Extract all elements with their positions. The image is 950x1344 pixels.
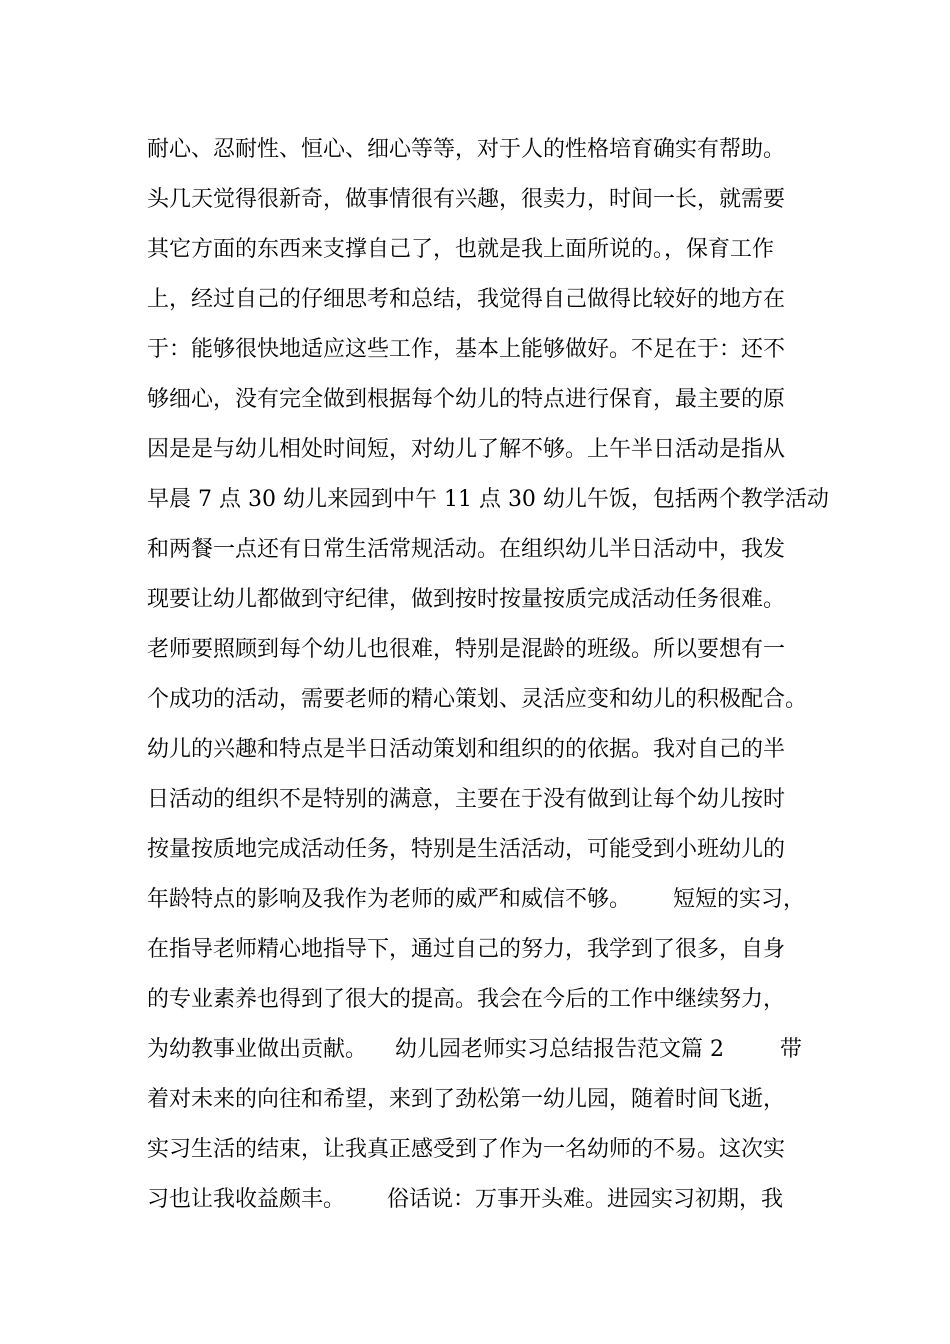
text-line: 因是是与幼儿相处时间短，对幼儿了解不够。上午半日活动是指从 bbox=[147, 437, 786, 462]
text-line: 个成功的活动，需要老师的精心策划、灵活应变和幼儿的积极配合。 bbox=[147, 687, 808, 712]
text-line: 其它方面的东西来支撑自己了，也就是我上面所说的。，保育工作 bbox=[147, 237, 775, 262]
text-line: 头几天觉得很新奇，做事情很有兴趣，很卖力，时间一长，就需要 bbox=[147, 187, 786, 212]
text-line: 耐心、忍耐性、恒心、细心等等，对于人的性格培育确实有帮助。 bbox=[147, 137, 786, 162]
text-line: 习也让我收益颇丰。 俗话说：万事开头难。进园实习初期，我 bbox=[147, 1187, 783, 1212]
text-line: 日活动的组织不是特别的满意，主要在于没有做到让每个幼儿按时 bbox=[147, 787, 786, 812]
text-line: 实习生活的结束，让我真正感受到了作为一名幼师的不易。这次实 bbox=[147, 1137, 786, 1162]
text-line: 幼儿的兴趣和特点是半日活动策划和组织的的依据。我对自己的半 bbox=[147, 737, 786, 762]
text-line: 在指导老师精心地指导下，通过自己的努力，我学到了很多，自身 bbox=[147, 937, 786, 962]
text-line: 按量按质地完成活动任务，特别是生活活动，可能受到小班幼儿的 bbox=[147, 837, 786, 862]
text-line: 上，经过自己的仔细思考和总结，我觉得自己做得比较好的地方在 bbox=[147, 287, 786, 312]
text-line: 着对未来的向往和希望，来到了劲松第一幼儿园，随着时间飞逝， bbox=[147, 1087, 786, 1112]
text-line: 于：能够很快地适应这些工作，基本上能够做好。不足在于：还不 bbox=[147, 337, 786, 362]
text-line: 早晨 7 点 30 幼儿来园到中午 11 点 30 幼儿午饭，包括两个教学活动 bbox=[147, 487, 829, 512]
text-line: 的专业素养也得到了很大的提高。我会在今后的工作中继续努力， bbox=[147, 987, 786, 1012]
text-line: 够细心，没有完全做到根据每个幼儿的特点进行保育，最主要的原 bbox=[147, 387, 786, 412]
text-line: 为幼教事业做出贡献。 幼儿园老师实习总结报告范文篇 2 带 bbox=[147, 1037, 802, 1062]
text-line: 老师要照顾到每个幼儿也很难，特别是混龄的班级。所以要想有一 bbox=[147, 637, 786, 662]
text-line: 现要让幼儿都做到守纪律，做到按时按量按质完成活动任务很难。 bbox=[147, 587, 786, 612]
text-line: 年龄特点的影响及我作为老师的威严和威信不够。 短短的实习， bbox=[147, 887, 805, 912]
text-line: 和两餐一点还有日常生活常规活动。在组织幼儿半日活动中，我发 bbox=[147, 537, 786, 562]
